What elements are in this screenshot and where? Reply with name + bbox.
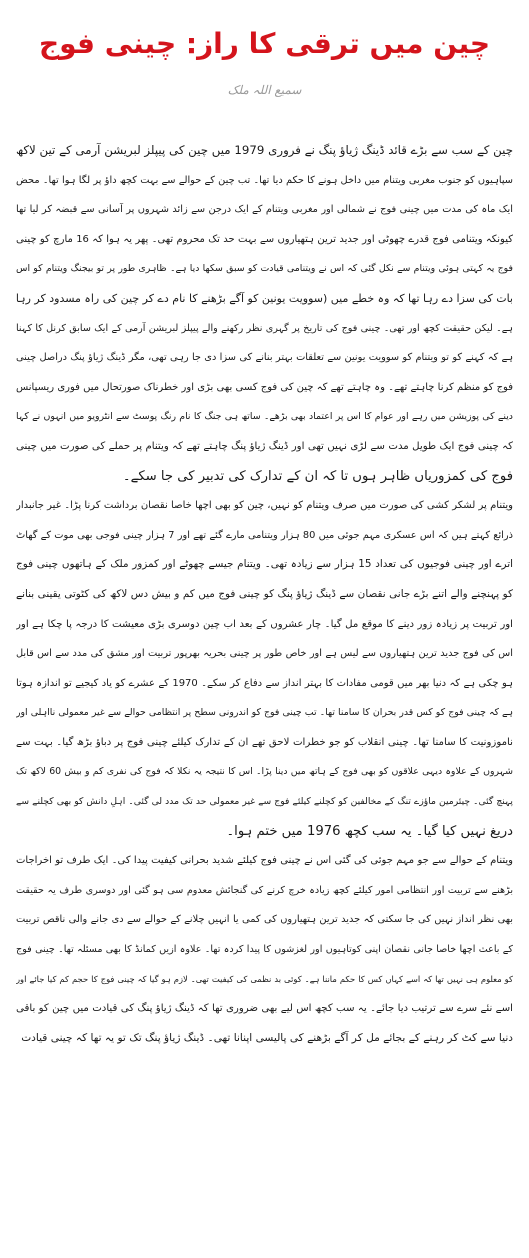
article-line: کو پہنچنے والے اتنے بڑے جانی نقصان سے ڈینگ ژیاؤ پنگ کو چینی فوج میں کم و بیش دس لاکھ کی کٹوتی یقینی بنانے: [16, 587, 513, 600]
article-line: کے باعث اچھا خاصا جانی نقصان اپنی کوتاہیوں اور لغزشوں کا پیدا کردہ تھا۔ علاوہ ازیں کمانڈ کا بھی مسئلہ تھا۔ چینی فوج: [16, 944, 513, 956]
article-line: فوج کی کمزوریاں ظاہر ہوں تا کہ ان کے تدارک کی تدبیر کی جا سکے۔: [122, 468, 513, 484]
article-line: بھی نظر انداز نہیں کی جا سکتی کہ جدید ترین ہتھیاروں کی کمی یا انہیں چلانے کے حوالے سے دی جانے والی ناقص تربیت: [16, 914, 513, 926]
headline: چین میں ترقی کا راز: چینی فوج: [38, 27, 491, 60]
article-line: چین کے سب سے بڑے قائد ڈینگ ژیاؤ پنگ نے فروری 1979 میں چین کی پیپلز لبریشن آرمی کے تین لاکھ: [16, 143, 513, 157]
article-paragraph: [16, 491, 513, 846]
article-line: اس کی فوج جدید ترین ہتھیاروں سے لیس ہے اور خاص طور پر چینی بحریہ بھرپور تربیت اور مشق کی مدد سے اس قابل: [16, 648, 513, 660]
article-line: کیونکہ ویتنامی فوج قدرے چھوٹی اور جدید ترین ہتھیاروں سے بہت حد تک محروم تھی۔ پھر یہ ہوا کہ 16 مارچ کو چینی: [16, 233, 513, 245]
article-line: فوج کو منظم کرنا چاہتے تھے۔ وہ چاہتے تھے کہ چین کی فوج کسی بھی بڑی اور خطرناک صورتحال میں فوری ریسپانس: [16, 381, 513, 393]
article-line: ذرائع کہتے ہیں کہ اس عسکری مہم جوئی میں 80 ہزار ویتنامی مارے گئے تھے اور 7 ہزار چینی فوجی بھی موت کے گھاٹ: [16, 529, 513, 541]
article-line: ہے کہ چینی فوج کو کس قدر بحران کا سامنا تھا۔ تب چینی فوج کو اندرونی سطح پر انتظامی حوالے سے غیر معمولی نااہلی اور: [16, 707, 513, 719]
article-line: ہے۔ لیکن حقیقت کچھ اور تھی۔ چینی فوج کی تاریخ پر گہری نظر رکھنے والے پیپلز لبریشن آرمی کے ایک سابق کرنل کا کہنا: [16, 322, 513, 334]
article-line: اسے نئے سرے سے ترتیب دیا جائے۔ یہ سب کچھ اس لیے بھی ضروری تھا کہ ڈینگ ژیاؤ پنگ کی قیادت میں چین کو باقی: [16, 1003, 513, 1015]
article-body: [16, 136, 513, 1053]
article-line: اترے اور چینی فوجیوں کی تعداد 15 ہزار سے زیادہ تھی۔ ویتنام جیسے چھوٹے اور کمزور ملک کے ہاتھوں چینی فوج: [16, 558, 513, 571]
article-line: فوج یہ کہتی ہوئی ویتنام سے نکل گئی کہ اس نے ویتنامی قیادت کو سبق سکھا دیا ہے۔ ظاہری طور پر تو بیجنگ ویتنام کو اس: [16, 263, 513, 275]
article-line: بڑھنے سے تربیت اور انتظامی امور کیلئے کچھ زیادہ خرچ کرنے کی گنجائش معدوم سی ہو گئی اور دوسری طرف یہ حقیقت: [16, 884, 513, 896]
byline: سمیع اللہ ملک: [227, 83, 302, 97]
article-line: ہو چکی ہے کہ دنیا بھر میں قومی مفادات کا بہتر انداز سے دفاع کر سکے۔ 1970 کے عشرے کو یاد کیجیے تو اندازہ ہوتا: [16, 677, 513, 689]
article-line: کو معلوم ہی نہیں تھا کہ اسے کہاں کس کا حکم ماننا ہے۔ کوئی بد نظمی کی کیفیت تھی۔ لازم ہو گیا کہ چینی فوج کا حجم کم کیا جائے اور: [16, 973, 513, 984]
article-line: اور تربیت پر زیادہ زور دینے کا موقع مل گیا۔ چار عشروں کے بعد اب چین دوسری بڑی معیشت کا درجہ پا چکا ہے اور: [16, 618, 513, 630]
article-line: پہنچ گئی۔ چیئرمین ماؤزے تنگ کے مخالفین کو کچلنے کیلئے فوج سے غیر معمولی حد تک مدد لی گئی۔ اہلِ دانش کو بھی کچلنے سے: [16, 796, 513, 808]
article-line: دریغ نہیں کیا گیا۔ یہ سب کچھ 1976 میں ختم ہوا۔: [226, 823, 513, 839]
article-line: سپاہیوں کو جنوب مغربی ویتنام میں داخل ہونے کا حکم دیا تھا۔ تب چین کے حوالے سے بہت کچھ داؤ پر لگا ہوا تھا۔ محض: [16, 174, 513, 186]
article-line: دنیا سے کٹ کر رہنے کے بجائے مل کر آگے بڑھنے کی پالیسی اپنانا تھی۔ ڈینگ ژیاؤ پنگ تک تو یہ تھا کہ چینی قیادت: [21, 1031, 513, 1044]
article-line: ویتنام کے حوالے سے جو مہم جوئی کی گئی اس نے چینی فوج کیلئے شدید بحرانی کیفیت پیدا کی۔ ایک طرف تو اخراجات: [16, 855, 513, 867]
article-line: ایک ماہ کی مدت میں چینی فوج نے شمالی اور مغربی ویتنام کے ایک درجن سے زائد شہروں پر آسانی سے قبضہ کر لیا تھا: [16, 204, 513, 216]
article-line: ناموزونیت کا سامنا تھا۔ چینی انقلاب کو جو خطرات لاحق تھے ان کے تدارک کیلئے چینی فوج پر دباؤ بڑھ گیا۔ بہت سے: [16, 736, 513, 748]
article-line: کہ چینی فوج ایک طویل مدت سے لڑی نہیں تھی اور ڈینگ ژیاؤ پنگ چاہتے تھے کہ ویتنام پر حملے کی صورت میں چینی: [16, 440, 513, 452]
article-paragraph: [16, 846, 513, 1053]
article-line: ہے کہ کہنے کو تو ویتنام کو سوویت یونین سے تعلقات بہتر بنانے کی سزا دی جا رہی تھی، مگر ڈینگ ژیاؤ پنگ دراصل چینی: [16, 352, 513, 364]
article-line: دینے کی پوزیشن میں رہے اور عوام کا اس پر اعتماد بھی بڑھے۔ ساتھ ہی جنگ کا نام رنگ پوسٹ سے انٹرویو میں انہوں نے کہا: [16, 411, 513, 423]
article-line: بات کی سزا دے رہا تھا کہ وہ خطے میں (سوویت یونین کو آگے بڑھنے کا نام دے کر چین کی راہ مسدود کر رہا: [16, 291, 513, 305]
article-line: ویتنام پر لشکر کشی کی صورت میں صرف ویتنام کو نہیں، چین کو بھی اچھا خاصا نقصان برداشت کرنا پڑا۔ غیر جانبدار: [16, 500, 513, 512]
article-line: شہروں کے علاوہ دیہی علاقوں کو بھی فوج کے ہاتھ میں دینا پڑا۔ اس کا نتیجہ یہ نکلا کہ فوج کی نفری کم و بیش 60 لاکھ تک: [16, 766, 513, 778]
article-paragraph: [16, 136, 513, 491]
